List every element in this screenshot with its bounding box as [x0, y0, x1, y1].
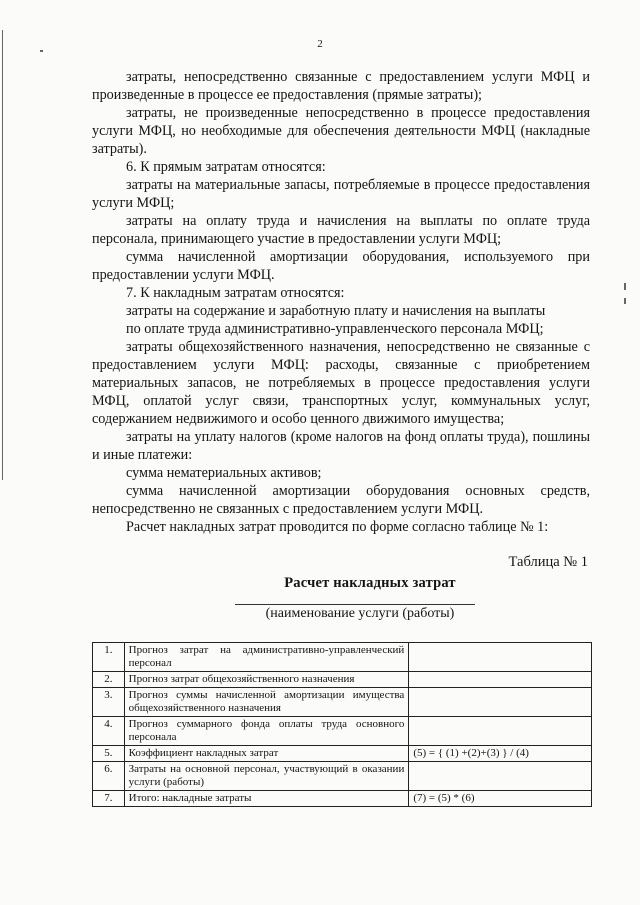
row-number: 3. [93, 688, 125, 717]
row-number: 2. [93, 672, 125, 688]
table-row [93, 746, 592, 762]
row-number: 7. [93, 791, 125, 807]
scan-mark-left [2, 30, 3, 480]
paragraph: сумма начисленной амортизации оборудования, используемого при предоставлении услуги МФЦ. [92, 249, 590, 283]
table-label: Таблица № 1 [508, 554, 588, 570]
row-formula [409, 643, 592, 672]
paragraph: затраты общехозяйственного назначения, непосредственно не связанные с предоставлением услуги МФЦ: расходы, связанные с приобретением материальных запасов, не потребляемых в процессе предоставления услуги МФЦ, оплатой услуг связи, транспортных услуг, коммунальных услуг, содержанием недвижимого и особо ценного движимого имущества; [92, 339, 590, 427]
paragraph: затраты на содержание и заработную плату и начисления на выплаты [126, 303, 546, 319]
row-formula [409, 717, 592, 746]
scan-mark-left-dot [40, 50, 43, 52]
row-formula [409, 762, 592, 791]
row-description: Прогноз суммы начисленной амортизации имущества общехозяйственного назначения [124, 688, 409, 717]
scan-mark-right [624, 283, 626, 290]
paragraph: по оплате труда административно-управленческого персонала МФЦ; [126, 321, 544, 337]
row-number: 6. [93, 762, 125, 791]
paragraph: затраты на уплату налогов (кроме налогов на фонд оплаты труда), пошлины и иные платежи: [92, 429, 590, 463]
paragraph: затраты, не произведенные непосредственно в процессе предоставления услуги МФЦ, но необходимые для обеспечения деятельности МФЦ (накладные затраты). [92, 105, 590, 157]
row-formula: (7) = (5) * (6) [409, 791, 592, 807]
row-number: 4. [93, 717, 125, 746]
table-row [93, 688, 592, 717]
row-formula [409, 688, 592, 717]
row-description: Прогноз затрат общехозяйственного назначения [124, 672, 409, 688]
row-description: Прогноз суммарного фонда оплаты труда основного персонала [124, 717, 409, 746]
row-number: 5. [93, 746, 125, 762]
table-row [93, 762, 592, 791]
paragraph: затраты на материальные запасы, потребляемые в процессе предоставления услуги МФЦ; [92, 177, 590, 211]
table-row [93, 643, 592, 672]
body-text [92, 68, 590, 536]
table-row [93, 717, 592, 746]
paragraph: затраты, непосредственно связанные с предоставлением услуги МФЦ и произведенные в процессе ее предоставления (прямые затраты); [92, 69, 590, 103]
service-name-caption: (наименование услуги (работы) [265, 606, 455, 621]
row-description: Итого: накладные затраты [124, 791, 409, 807]
table-title: Расчет накладных затрат [284, 575, 456, 591]
paragraph: сумма начисленной амортизации оборудования основных средств, непосредственно не связанных с предоставлением услуги МФЦ. [92, 483, 590, 517]
paragraph: Расчет накладных затрат проводится по форме согласно таблице № 1: [126, 519, 549, 535]
paragraph: 6. К прямым затратам относятся: [126, 159, 326, 175]
paragraph: 7. К накладным затратам относятся: [126, 285, 345, 301]
row-formula [409, 672, 592, 688]
row-description: Коэффициент накладных затрат [124, 746, 409, 762]
overhead-calculation-table [92, 642, 592, 807]
service-name-blank-line [235, 604, 475, 605]
paragraph: сумма нематериальных активов; [126, 465, 322, 481]
row-number: 1. [93, 643, 125, 672]
paragraph: затраты на оплату труда и начисления на выплаты по оплате труда персонала, принимающего участие в предоставлении услуги МФЦ; [92, 213, 590, 247]
table-row [93, 672, 592, 688]
row-formula: (5) = { (1) +(2)+(3) } / (4) [409, 746, 592, 762]
row-description: Прогноз затрат на административно-управленческий персонал [124, 643, 409, 672]
scan-mark-right-2 [624, 298, 626, 304]
table-row [93, 791, 592, 807]
page-number: 2 [317, 38, 323, 50]
row-description: Затраты на основной персонал, участвующий в оказании услуги (работы) [124, 762, 409, 791]
